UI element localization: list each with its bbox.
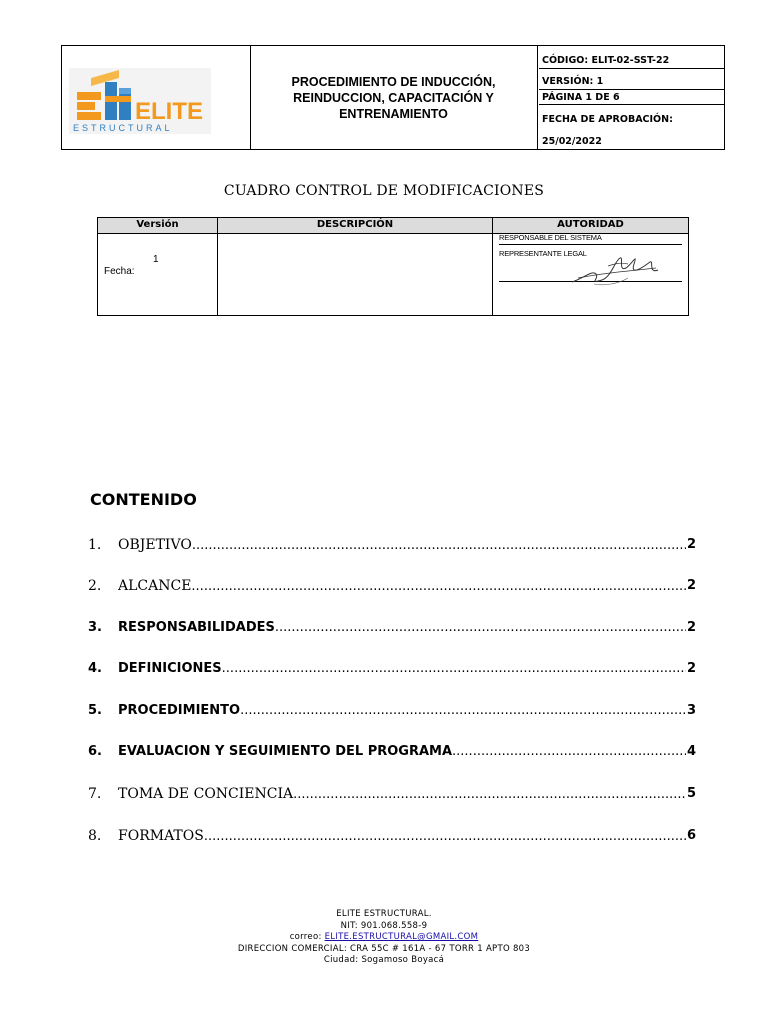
toc-item-procedimiento[interactable] <box>88 703 696 723</box>
toc-item-formatos[interactable] <box>88 828 696 848</box>
control-table <box>97 217 689 316</box>
toc-number: 4. <box>88 661 102 676</box>
toc-number: 2. <box>88 578 102 594</box>
codigo-label: CÓDIGO: ELIT-02-SST-22 <box>542 55 670 66</box>
footer-company: ELITE ESTRUCTURAL. <box>336 909 432 919</box>
page-footer <box>0 909 768 967</box>
footer-nit: NIT: 901.068.558-9 <box>340 920 428 931</box>
toc-number: 3. <box>88 620 102 635</box>
fecha-aprobacion-label: FECHA DE APROBACIÓN: <box>542 114 673 125</box>
toc-page: 2 <box>686 620 696 635</box>
toc-label: ALCANCE ..... <box>118 578 686 594</box>
column-divider <box>492 218 493 315</box>
column-divider <box>217 218 218 315</box>
header-descripcion: DESCRIPCIÓN <box>316 219 394 230</box>
toc-item-toma-de-conciencia[interactable] <box>88 786 696 806</box>
elite-estructural-logo-icon <box>69 68 211 134</box>
control-title: CUADRO CONTROL DE MODIFICACIONES <box>223 183 545 199</box>
toc-page: 6 <box>686 828 696 843</box>
toc-label: OBJETIVO ..... <box>118 537 686 553</box>
toc-page: 4 <box>686 744 696 759</box>
toc-number: 1. <box>88 537 102 553</box>
toc-number: 8. <box>88 828 102 844</box>
responsable-label: RESPONSABLE DEL SISTEMA <box>499 233 602 242</box>
toc-page: 3 <box>686 703 696 718</box>
divider <box>539 104 725 105</box>
toc-item-definiciones[interactable] <box>88 661 696 681</box>
divider <box>539 68 725 69</box>
footer-email-line <box>0 932 768 944</box>
footer-address: DIRECCION COMERCIAL: CRA 55C # 161A - 67 TORR 1 APTO 803 <box>237 943 531 954</box>
toc-page: 2 <box>686 537 696 552</box>
fecha-label: Fecha: <box>104 266 135 277</box>
logo-cell <box>62 46 251 149</box>
header-version: Versión <box>136 219 179 230</box>
footer-email-label: correo: <box>289 932 322 942</box>
document-title: PROCEDIMIENTO DE INDUCCIÓN, REINDUCCION, CAPACITACIÓN Y ENTRENAMIENTO <box>250 46 538 149</box>
logo-brand-text: ELITE <box>135 98 204 125</box>
toc-label: PROCEDIMIENTO ..... <box>118 703 686 718</box>
signature-icon <box>568 248 664 290</box>
toc-page: 5 <box>686 786 696 801</box>
footer-city: Ciudad: Sogamoso Boyacá <box>323 955 445 965</box>
divider <box>499 244 682 245</box>
toc-label: TOMA DE CONCIENCIA ..... <box>118 786 686 802</box>
divider <box>539 89 725 90</box>
toc-label: RESPONSABILIDADES ..... <box>118 620 686 635</box>
fecha-aprobacion-value: 25/02/2022 <box>542 136 602 147</box>
version-value: 1 <box>153 254 159 265</box>
toc-item-alcance[interactable] <box>88 578 696 598</box>
header-autoridad: AUTORIDAD <box>557 219 624 230</box>
company-logo <box>69 68 211 134</box>
meta-cell <box>539 46 725 149</box>
toc-number: 6. <box>88 744 102 759</box>
pagina-label: PÁGINA 1 DE 6 <box>542 92 620 103</box>
version-label: VERSIÓN: 1 <box>542 76 604 87</box>
toc-item-evaluacion[interactable] <box>88 744 696 764</box>
toc-label: EVALUACIÓN Y SEGUIMIENTO DEL PROGRAMA ..... <box>118 744 686 759</box>
document-header <box>61 45 725 150</box>
toc-item-objetivo[interactable] <box>88 537 696 557</box>
footer-email-link[interactable]: ELITE.ESTRUCTURAL@GMAIL.COM <box>324 932 479 942</box>
toc-page: 2 <box>686 661 696 676</box>
toc-number: 5. <box>88 703 102 718</box>
toc-page: 2 <box>686 578 696 593</box>
toc-item-responsabilidades[interactable] <box>88 620 696 640</box>
representante-label: REPRESENTANTE LEGAL <box>499 249 587 258</box>
toc-label: FORMATOS ..... <box>118 828 686 844</box>
toc-number: 7. <box>88 786 102 802</box>
toc-label: DEFINICIONES ..... <box>118 661 686 676</box>
logo-sub-text: ESTRUCTURAL <box>73 123 173 133</box>
contents-heading: CONTENIDO <box>90 490 197 509</box>
